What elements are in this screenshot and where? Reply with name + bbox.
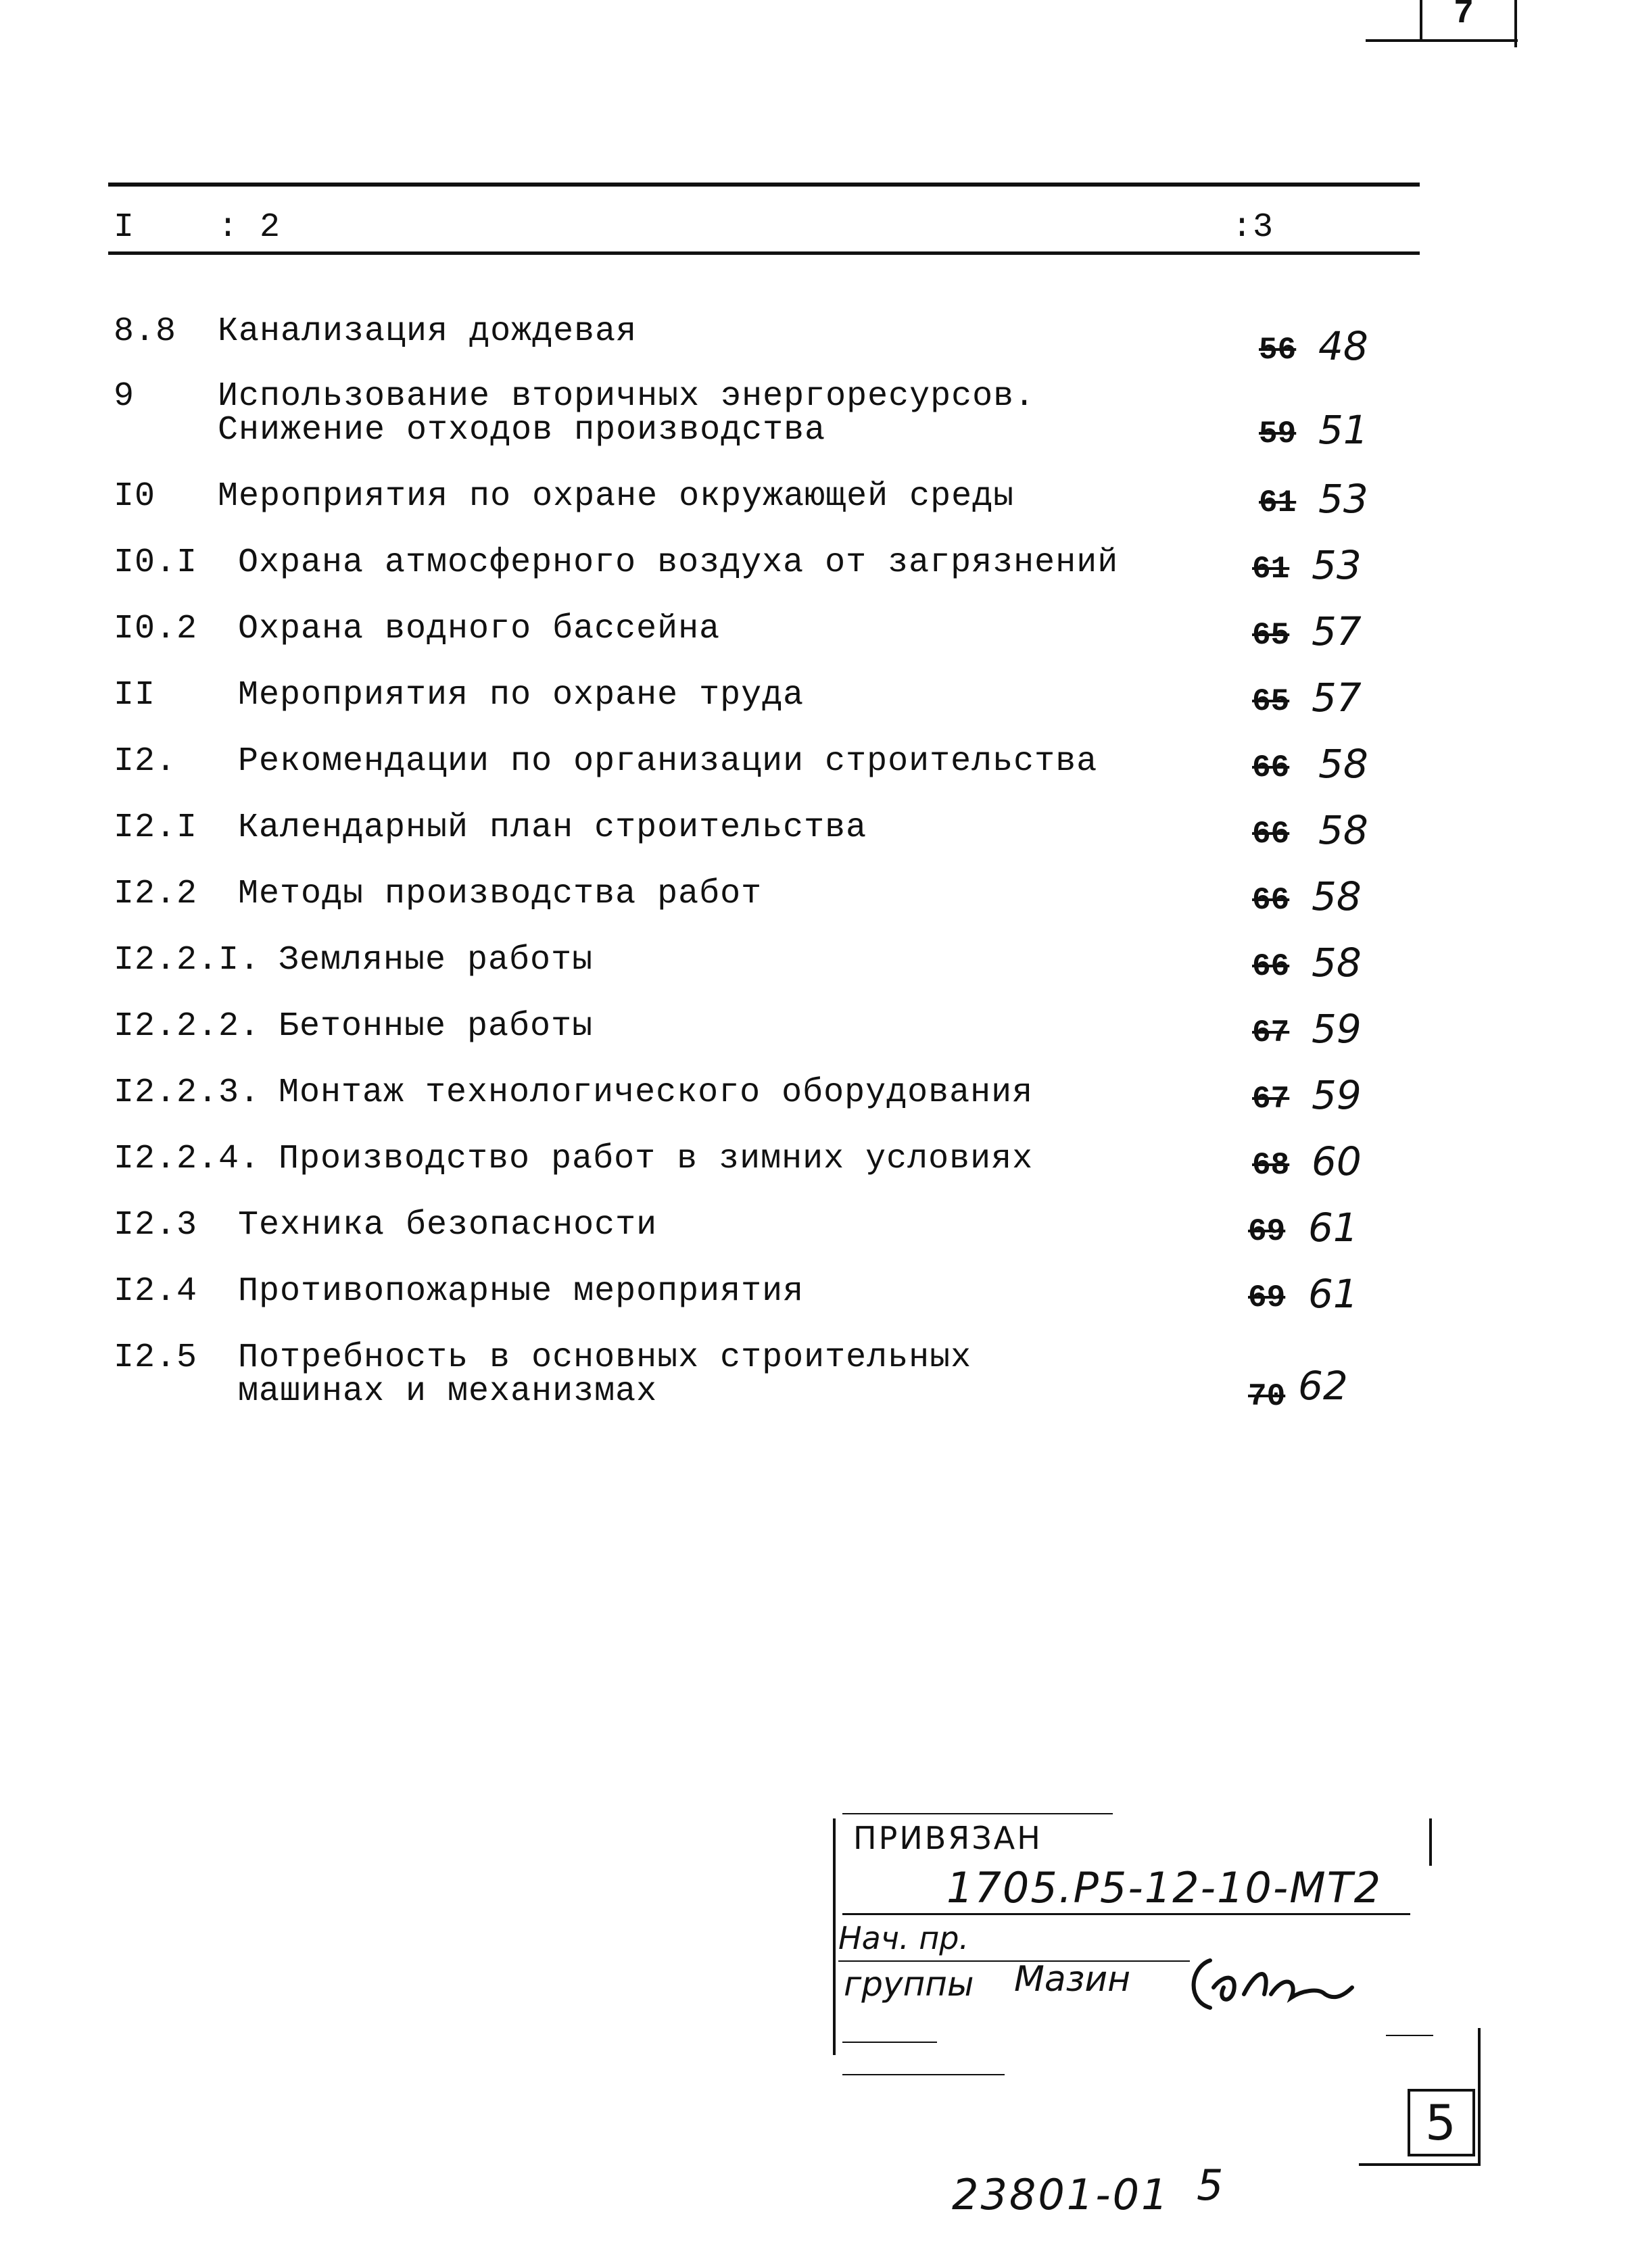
toc-title: Методы производства работ <box>238 875 763 913</box>
toc-old-page: 69 <box>1248 1214 1286 1249</box>
toc-page: 51 <box>1318 407 1368 453</box>
page-box-right-border <box>1478 2028 1481 2163</box>
signature-icon <box>1183 1947 1359 2021</box>
toc-page: 48 <box>1318 323 1368 369</box>
toc-page: 58 <box>1312 940 1362 986</box>
toc-number: I2.5 <box>114 1338 198 1377</box>
corner-mark-number: 7 <box>1454 0 1475 33</box>
table-top-rule <box>108 183 1420 187</box>
toc-old-page: 61 <box>1259 485 1297 521</box>
toc-title: Охрана атмосферного воздуха от загрязнений <box>238 544 1119 582</box>
toc-number: I2. <box>114 742 177 781</box>
corner-mark-underline <box>1366 39 1518 42</box>
toc-number: I2.2.2. <box>114 1007 261 1046</box>
page-box-top-rule <box>1386 2035 1433 2036</box>
toc-number: II <box>114 676 156 715</box>
stamp-bottom-rule <box>842 2074 1005 2075</box>
stamp-right-border <box>1429 1818 1432 1866</box>
toc-title: Противопожарные мероприятия <box>238 1272 805 1311</box>
toc-title: Техника безопасности <box>238 1206 658 1245</box>
toc-page: 59 <box>1312 1072 1362 1118</box>
toc-number: 8.8 <box>114 312 177 351</box>
toc-number: I2.I <box>114 809 198 847</box>
toc-page: 62 <box>1298 1363 1348 1409</box>
toc-old-page: 66 <box>1252 817 1290 852</box>
toc-number: 9 <box>114 377 135 416</box>
stamp-code: 1705.Р5-12-10-МТ2 <box>946 1863 1383 1912</box>
toc-page: 61 <box>1308 1205 1358 1251</box>
stamp-left-border <box>833 1818 836 2055</box>
toc-number: I2.2.4. <box>114 1140 261 1178</box>
stamp-name: Мазин <box>1014 1959 1131 2000</box>
table-header-rule <box>108 251 1420 255</box>
toc-page: 60 <box>1312 1138 1362 1184</box>
toc-title: Потребность в основных строительных <box>238 1338 972 1377</box>
corner-mark-right-border <box>1514 0 1517 47</box>
toc-title: Мероприятия по охране труда <box>238 676 805 715</box>
toc-page: 58 <box>1318 741 1368 787</box>
toc-page: 57 <box>1312 608 1362 654</box>
toc-page: 58 <box>1318 807 1368 853</box>
toc-number: I0.2 <box>114 610 198 648</box>
toc-old-page: 66 <box>1252 883 1290 918</box>
toc-title: Охрана водного бассейна <box>238 610 721 648</box>
toc-title: Производство работ в зимних условиях <box>279 1140 1034 1178</box>
toc-title: Земляные работы <box>279 941 594 980</box>
toc-old-page: 70 <box>1248 1379 1286 1414</box>
footer-doc-number: 23801-01 <box>952 2170 1170 2219</box>
toc-number: I0 <box>114 477 156 516</box>
page-box-bottom-rule <box>1359 2163 1481 2166</box>
footer-page: 5 <box>1197 2161 1224 2210</box>
toc-old-page: 59 <box>1259 416 1297 452</box>
stamp-title: ПРИВЯЗАН <box>853 1820 1042 1856</box>
stamp-role-line2: группы <box>844 1964 974 2004</box>
toc-title-continued: Снижение отходов производства <box>218 411 826 450</box>
toc-title: Использование вторичных энергоресурсов. <box>218 377 1036 416</box>
stamp-role-line1: Нач. пр. <box>838 1920 969 1956</box>
toc-old-page: 68 <box>1252 1148 1290 1183</box>
toc-title: Мероприятия по охране окружающей среды <box>218 477 1015 516</box>
toc-number: I2.2 <box>114 875 198 913</box>
toc-old-page: 65 <box>1252 618 1290 653</box>
toc-old-page: 61 <box>1252 552 1290 587</box>
toc-page: 57 <box>1312 675 1362 721</box>
toc-number: I2.2.3. <box>114 1073 261 1112</box>
toc-page: 58 <box>1312 873 1362 919</box>
toc-page: 53 <box>1312 542 1362 588</box>
toc-old-page: 67 <box>1252 1082 1290 1117</box>
toc-title: Рекомендации по организации строительства <box>238 742 1098 781</box>
toc-number: I2.3 <box>114 1206 198 1245</box>
toc-page: 59 <box>1312 1006 1362 1052</box>
stamp-code-underline <box>842 1913 1410 1915</box>
header-col1: I <box>114 208 135 247</box>
toc-old-page: 67 <box>1252 1015 1290 1051</box>
toc-old-page: 69 <box>1248 1280 1286 1316</box>
toc-old-page: 65 <box>1252 684 1290 719</box>
toc-title: Бетонные работы <box>279 1007 594 1046</box>
corner-mark-left-border <box>1420 0 1422 42</box>
toc-title-continued: машинах и механизмах <box>238 1372 658 1411</box>
toc-page: 53 <box>1318 476 1368 522</box>
toc-old-page: 56 <box>1259 333 1297 368</box>
toc-number: I0.I <box>114 544 198 582</box>
toc-old-page: 66 <box>1252 949 1290 984</box>
toc-old-page: 66 <box>1252 750 1290 786</box>
header-col2: : 2 <box>218 208 281 247</box>
toc-number: I2.4 <box>114 1272 198 1311</box>
toc-title: Календарный план строительства <box>238 809 867 847</box>
toc-title: Канализация дождевая <box>218 312 638 351</box>
toc-title: Монтаж технологического оборудования <box>279 1073 1034 1112</box>
toc-number: I2.2.I. <box>114 941 261 980</box>
header-col3: :3 <box>1232 208 1274 247</box>
stamp-top-rule <box>842 1813 1113 1814</box>
stamp-bottom-rule <box>842 2042 937 2043</box>
page-box-number: 5 <box>1425 2094 1456 2151</box>
toc-page: 61 <box>1308 1271 1358 1317</box>
